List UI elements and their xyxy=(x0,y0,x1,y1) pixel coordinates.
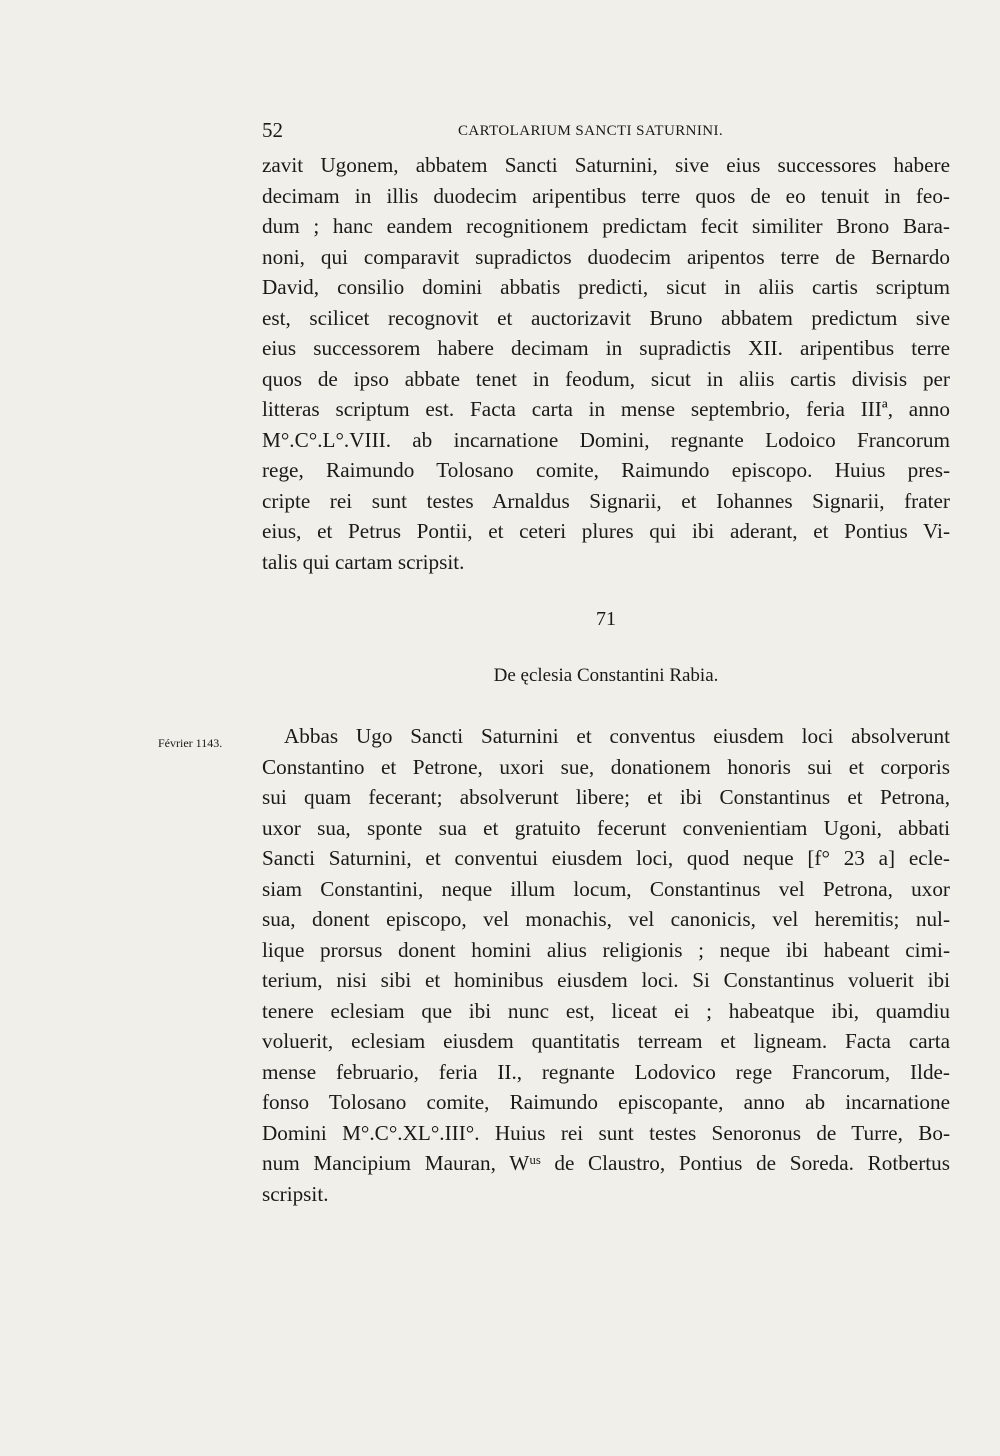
text-line: Constantino et Petrone, uxori sue, donationem honoris sui et corporis xyxy=(262,754,950,779)
paragraph-continuation xyxy=(262,150,950,577)
text-line: mense februario, feria II., regnante Lodovico rege Francorum, Ilde- xyxy=(262,1059,950,1084)
text-line: eius, et Petrus Pontii, et ceteri plures qui ibi aderant, et Pontius Vi- xyxy=(262,519,950,543)
charter-number: 71 xyxy=(596,608,616,630)
text-line: num Mancipium Mauran, Wᵘˢ de Claustro, Pontius de Soreda. Rotbertus xyxy=(262,1151,950,1175)
text-line: zavit Ugonem, abbatem Sancti Saturnini, sive eius successores habere xyxy=(262,153,950,177)
text-line: siam Constantini, neque illum locum, Constantinus vel Petrona, uxor xyxy=(262,876,950,901)
text-line: rege, Raimundo Tolosano comite, Raimundo episcopo. Huius pres- xyxy=(262,458,950,482)
text-line: eius successorem habere decimam in supradictis XII. aripentibus terre xyxy=(262,336,950,360)
margin-date-note: Février 1143. xyxy=(158,736,223,750)
text-line: talis qui cartam scripsit. xyxy=(262,549,465,574)
text-line: dum ; hanc eandem recognitionem predictam fecit similiter Brono Bara- xyxy=(262,214,950,238)
text-line: uxor sua, sponte sua et gratuito fecerunt convenientiam Ugoni, abbati xyxy=(262,815,950,840)
text-line: noni, qui comparavit supradictos duodecim aripentos terre de Bernardo xyxy=(262,244,950,269)
text-line: scripsit. xyxy=(262,1181,329,1206)
text-line: Sancti Saturnini, et conventui eiusdem loci, quod neque [f° 23 a] ecle- xyxy=(262,846,950,870)
text-line: terium, nisi sibi et hominibus eiusdem loci. Si Constantinus voluerit ibi xyxy=(262,968,950,992)
text-line: M°.C°.L°.VIII. ab incarnatione Domini, regnante Lodoico Francorum xyxy=(262,427,950,452)
charter-title: De ęclesia Constantini Rabia. xyxy=(493,665,719,686)
text-line: Domini M°.C°.XL°.III°. Huius rei sunt testes Senoronus de Turre, Bo- xyxy=(262,1120,950,1145)
text-line: sua, donent episcopo, vel monachis, vel canonicis, vel heremitis; nul- xyxy=(262,907,950,931)
text-line: decimam in illis duodecim aripentibus terre quos de eo tenuit in feo- xyxy=(262,183,950,208)
running-title: CARTOLARIUM SANCTI SATURNINI. xyxy=(458,123,724,139)
text-line: David, consilio domini abbatis predicti, sicut in aliis cartis scriptum xyxy=(262,275,950,299)
text-line: quos de ipso abbate tenet in feodum, sicut in aliis cartis divisis per xyxy=(262,366,950,391)
text-line: litteras scriptum est. Facta carta in mense septembrio, feria IIIª, anno xyxy=(262,397,950,421)
text-line: lique prorsus donent homini alius religionis ; neque ibi habeant cimi- xyxy=(262,937,950,962)
text-line: Abbas Ugo Sancti Saturnini et conventus eiusdem loci absolverunt xyxy=(284,724,950,748)
text-line: voluerit, eclesiam eiusdem quantitatis terream et ligneam. Facta carta xyxy=(262,1029,950,1053)
page-header xyxy=(262,118,950,142)
text-line: cripte rei sunt testes Arnaldus Signarii, et Iohannes Signarii, frater xyxy=(262,488,950,513)
text-line: fonso Tolosano comite, Raimundo episcopante, anno ab incarnatione xyxy=(262,1090,950,1114)
text-line: sui quam fecerant; absolverunt libere; et ibi Constantinus et Petrona, xyxy=(262,785,950,809)
text-line: est, scilicet recognovit et auctorizavit Bruno abbatem predictum sive xyxy=(262,305,950,330)
charter-text xyxy=(262,721,950,1209)
text-line: tenere eclesiam que ibi nunc est, liceat ei ; habeatque ibi, quamdiu xyxy=(262,998,950,1023)
page-number: 52 xyxy=(262,118,283,142)
